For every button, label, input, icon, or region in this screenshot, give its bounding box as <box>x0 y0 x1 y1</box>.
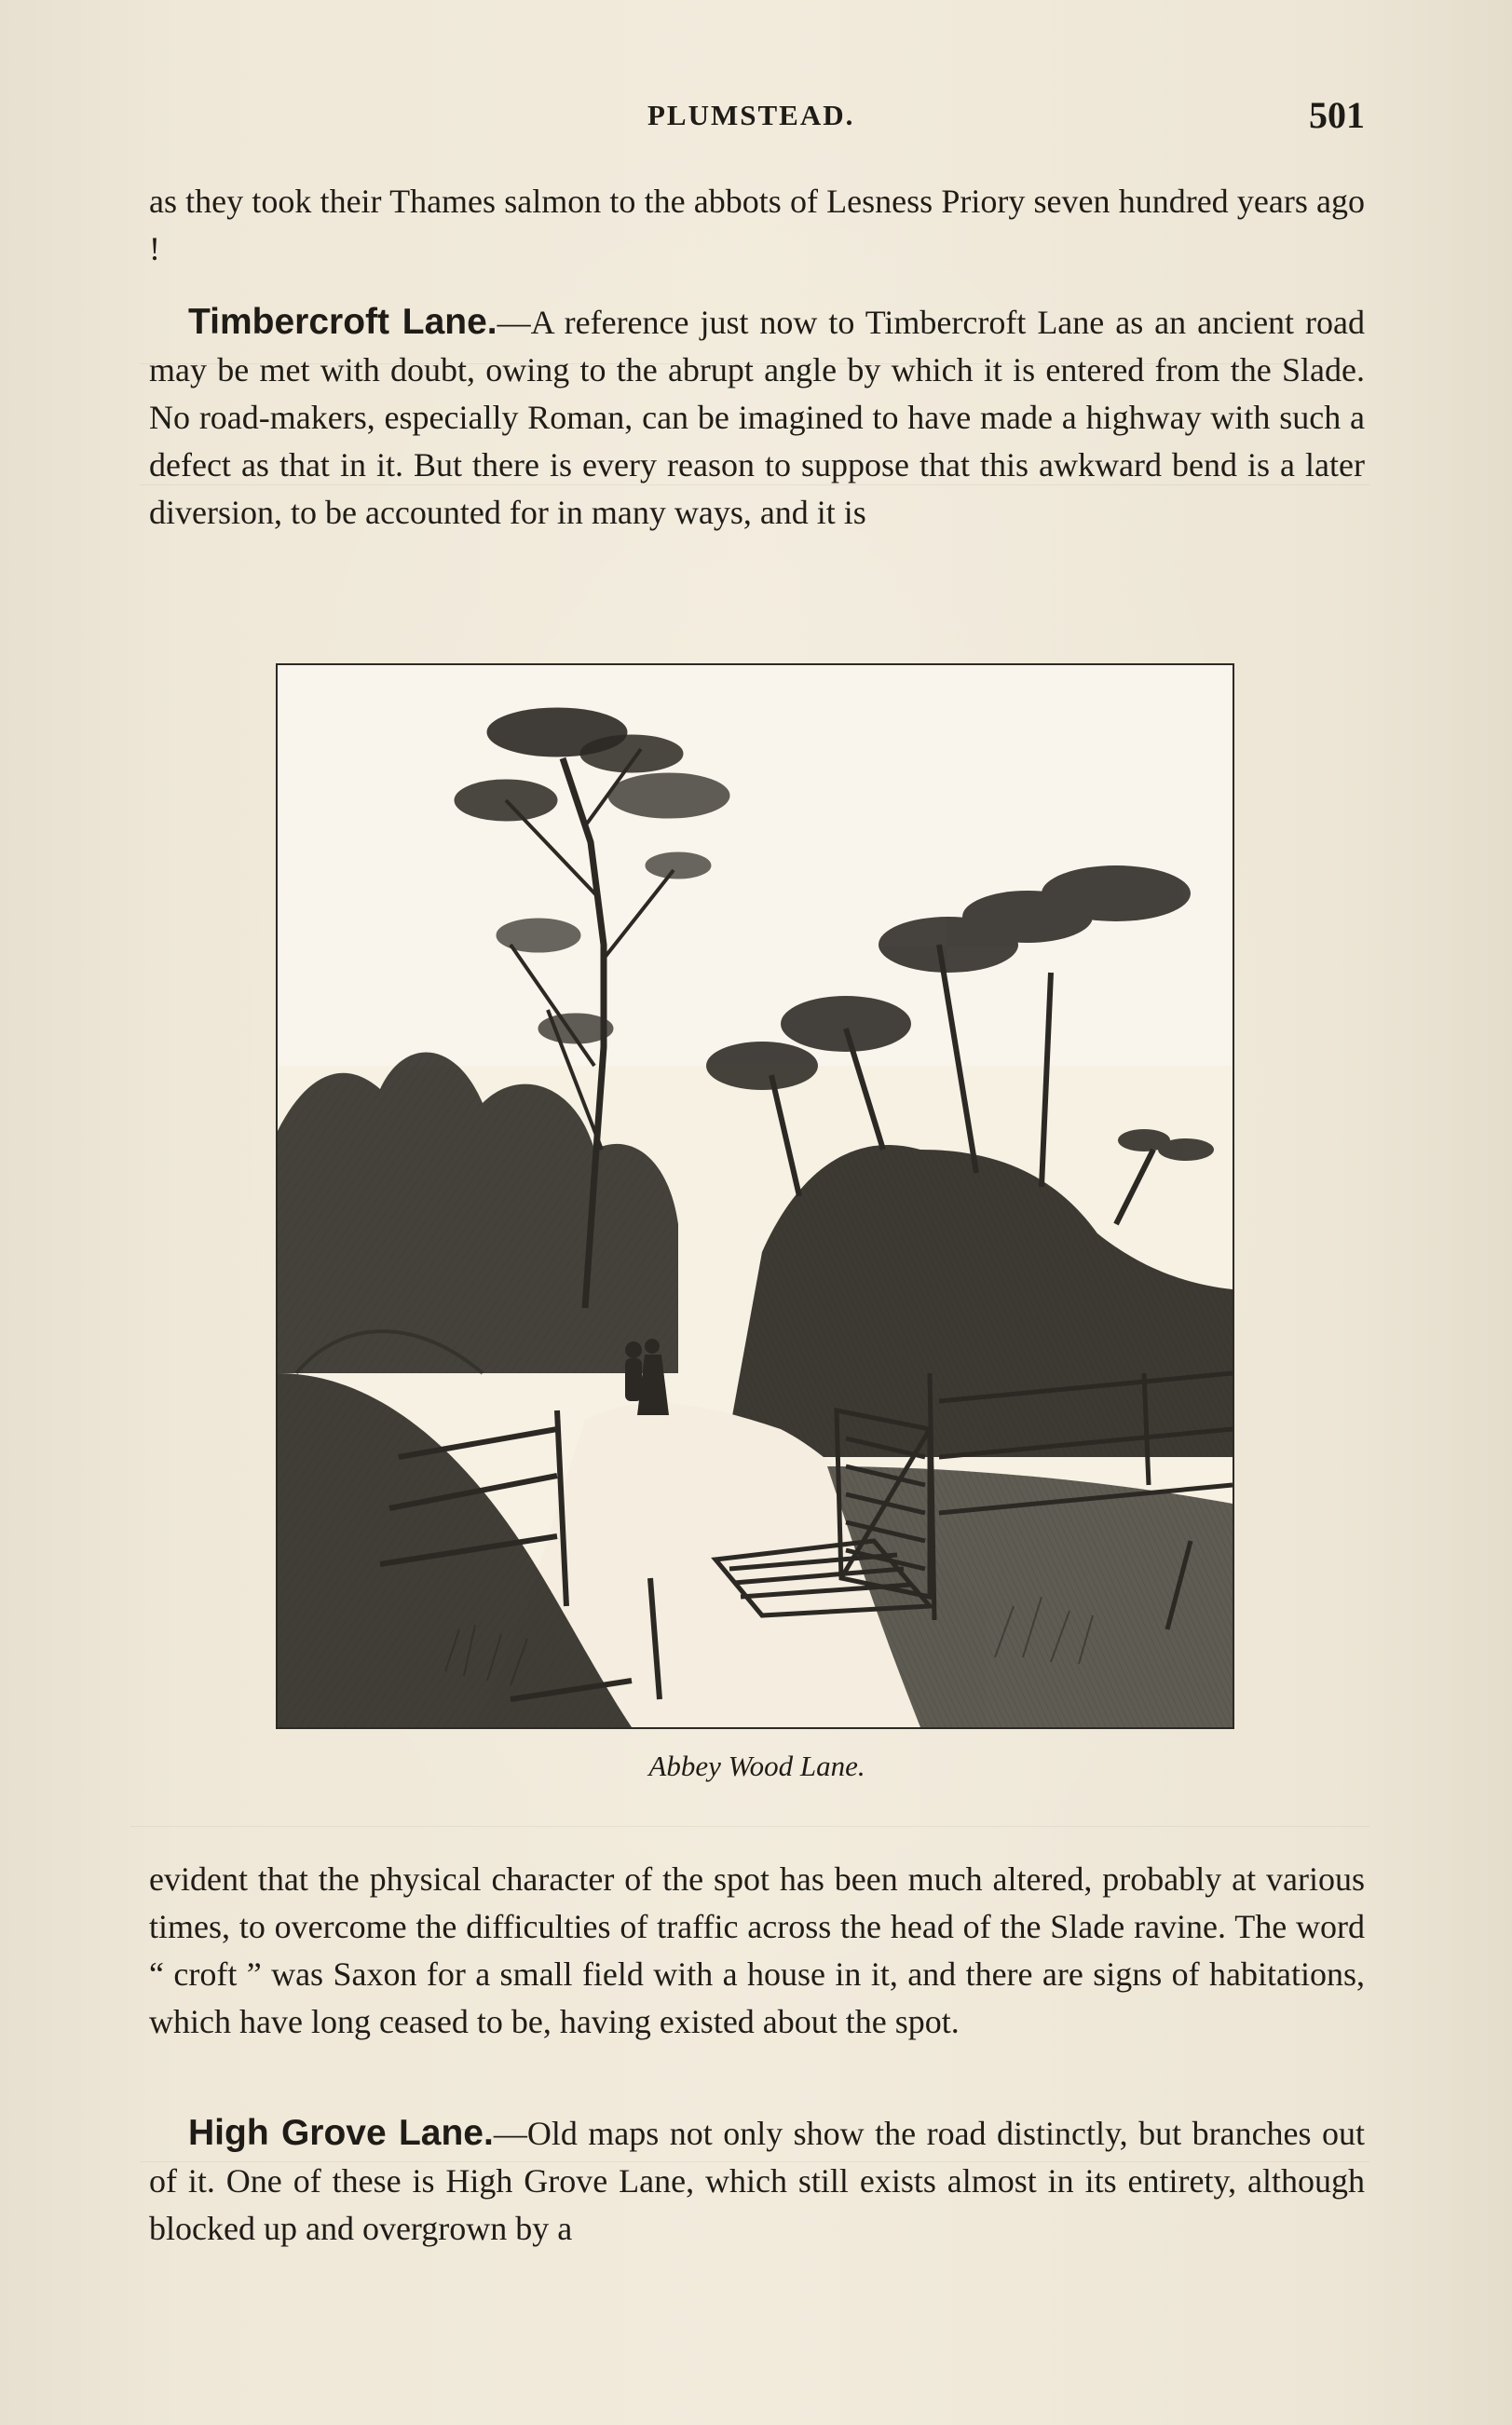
text-block-after-figure <box>149 1856 1365 2046</box>
paragraph-opening-text: as they took their Thames salmon to the abbots of Lesness Priory seven hundred years ago ! <box>149 183 1365 267</box>
paragraph-high-grove <box>149 2109 1365 2253</box>
running-head: PLUMSTEAD. <box>647 99 855 131</box>
page-number: 501 <box>1309 94 1365 136</box>
illustration-abbey-wood-lane <box>276 663 1234 1729</box>
illustration-caption: Abbey Wood Lane. <box>648 1750 865 1782</box>
sky <box>278 665 1233 1066</box>
paragraph-after-figure <box>149 1856 1365 2046</box>
page-header <box>149 93 1365 140</box>
paragraph-high-grove-text: —Old maps not only show the road distinctly, but branches out of it. One of these is High Grove Lane, which still exists almost in its entirety, although blocked up and overgrown by a <box>149 2115 1365 2247</box>
section-title-high-grove: High Grove Lane. <box>188 2113 494 2153</box>
paragraph-after-figure-text: evident that the physical character of the spot has been much altered, probably at various times, to overcome the difficulties of traffic across the head of the Slade ravine. The word “ croft ” was Saxon for a small field with a house in it, and there are signs of habitations, which have long ceased to be, having existed about the spot. <box>149 1860 1365 2040</box>
engraving <box>278 665 1233 1727</box>
text-block-high-grove <box>149 2109 1365 2253</box>
text-block-top <box>149 178 1365 273</box>
section-title-timbercroft: Timbercroft Lane. <box>188 302 497 342</box>
paragraph-opening <box>149 178 1365 273</box>
paragraph-timbercroft <box>149 298 1365 537</box>
paragraph-timbercroft-text: —A reference just now to Timbercroft Lane as an ancient road may be met with doubt, owing to the abrupt angle by which it is entered from the Slade. No road-makers, especially Roman, can be imagined to have made a highway with such a defect as that in it. But there is every reason to suppose that this awkward bend is a later diversion, to be accounted for in many ways, and it is <box>149 304 1365 531</box>
text-block-timbercroft <box>149 298 1365 537</box>
